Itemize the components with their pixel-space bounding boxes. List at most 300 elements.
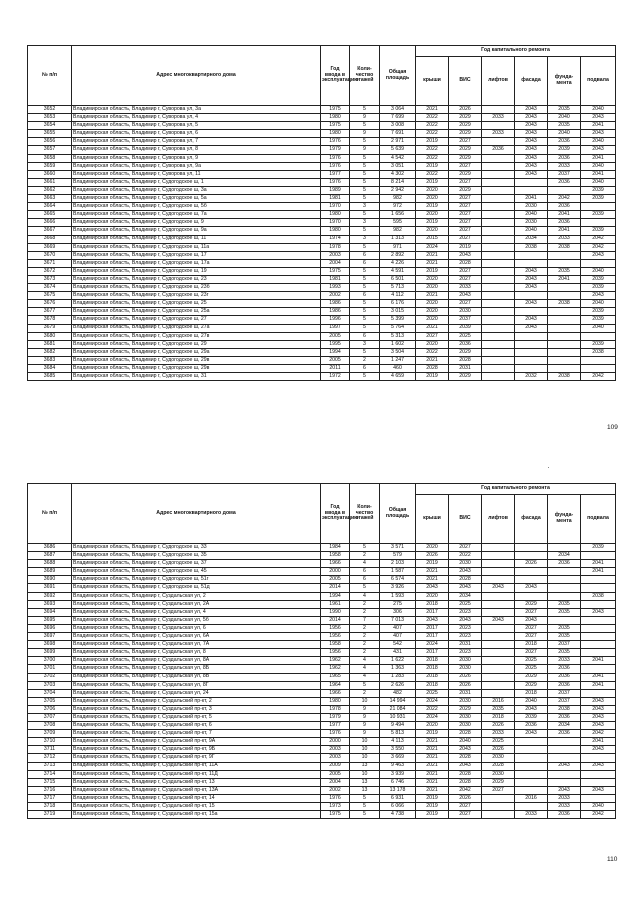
cell-year: 1980 xyxy=(321,211,350,219)
cell-number: 3700 xyxy=(28,657,72,665)
cell-lift xyxy=(482,251,515,259)
cell-facade: 2043 xyxy=(515,300,548,308)
cell-roof: 2022 xyxy=(416,170,449,178)
cell-year: 1994 xyxy=(321,592,350,600)
cell-area: 5 764 xyxy=(380,324,416,332)
cell-lift: 2026 xyxy=(482,746,515,754)
cell-roof: 2024 xyxy=(416,697,449,705)
cell-floors: 9 xyxy=(350,730,380,738)
cell-area: 3 669 xyxy=(380,754,416,762)
cell-address: Владимирская область, Владимир г, Суздальская ул, 8Г xyxy=(72,681,321,689)
cell-basement: 2040 xyxy=(581,162,616,170)
table-row xyxy=(28,130,616,138)
cell-foundation xyxy=(548,616,581,624)
cell-number: 3673 xyxy=(28,275,72,283)
cell-address: Владимирская область, Владимир г, Суздальская ул, 6 xyxy=(72,624,321,632)
cell-roof: 2018 xyxy=(416,681,449,689)
cell-foundation xyxy=(548,778,581,786)
cell-lift xyxy=(482,673,515,681)
cell-roof: 2019 xyxy=(416,219,449,227)
cell-lift: 2028 xyxy=(482,762,515,770)
cell-address: Владимирская область, Владимир г, Суздальская ул, 7А xyxy=(72,641,321,649)
cell-year: 1973 xyxy=(321,803,350,811)
cell-roof: 2019 xyxy=(416,203,449,211)
cell-year: 2005 xyxy=(321,576,350,584)
cell-basement xyxy=(581,332,616,340)
cell-year: 1996 xyxy=(321,316,350,324)
cell-address: Владимирская область, Владимир г, Суздальская ул, 2 xyxy=(72,592,321,600)
cell-vis: 2028 xyxy=(449,259,482,267)
cell-address: Владимирская область, Владимир г, Судогодское ш, 51г xyxy=(72,576,321,584)
cell-area: 3 008 xyxy=(380,122,416,130)
cell-foundation: 2040 xyxy=(548,114,581,122)
cell-lift xyxy=(482,373,515,381)
table-row xyxy=(28,186,616,194)
cell-roof: 2021 xyxy=(416,106,449,114)
cell-year: 2009 xyxy=(321,762,350,770)
cell-lift xyxy=(482,300,515,308)
cell-facade xyxy=(515,762,548,770)
cell-basement xyxy=(581,778,616,786)
table-row xyxy=(28,576,616,584)
table-body xyxy=(28,544,616,819)
cell-floors: 5 xyxy=(350,243,380,251)
cell-facade: 2043 xyxy=(515,730,548,738)
cell-area: 3 939 xyxy=(380,770,416,778)
cell-facade: 2025 xyxy=(515,665,548,673)
document-page xyxy=(0,0,640,452)
cell-floors: 5 xyxy=(350,267,380,275)
table-row xyxy=(28,649,616,657)
cell-foundation: 2036 xyxy=(548,203,581,211)
cell-area: 3 064 xyxy=(380,106,416,114)
cell-year: 1974 xyxy=(321,235,350,243)
cell-area: 3 926 xyxy=(380,584,416,592)
cell-year: 2000 xyxy=(321,568,350,576)
cell-vis: 2028 xyxy=(449,730,482,738)
table-row xyxy=(28,811,616,819)
cell-year: 2014 xyxy=(321,584,350,592)
cell-number: 3660 xyxy=(28,170,72,178)
cell-floors: 5 xyxy=(350,138,380,146)
cell-vis: 2030 xyxy=(449,665,482,673)
cell-year: 1979 xyxy=(321,713,350,721)
table-row xyxy=(28,138,616,146)
cell-basement: 2040 xyxy=(581,138,616,146)
cell-vis: 2026 xyxy=(449,681,482,689)
cell-roof: 2017 xyxy=(416,633,449,641)
cell-area: 3 571 xyxy=(380,544,416,552)
cell-vis: 2026 xyxy=(449,106,482,114)
cell-foundation xyxy=(548,544,581,552)
cell-number: 3692 xyxy=(28,592,72,600)
cell-facade xyxy=(515,754,548,762)
cell-lift: 2036 xyxy=(482,146,515,154)
cell-facade xyxy=(515,544,548,552)
cell-foundation: 2035 xyxy=(548,600,581,608)
table-row xyxy=(28,340,616,348)
cell-foundation: 2033 xyxy=(548,162,581,170)
cell-basement xyxy=(581,624,616,632)
cell-facade: 2043 xyxy=(515,584,548,592)
cell-number: 3688 xyxy=(28,560,72,568)
table-row xyxy=(28,592,616,600)
cell-area: 7 699 xyxy=(380,114,416,122)
cell-year: 2000 xyxy=(321,738,350,746)
cell-area: 6 066 xyxy=(380,803,416,811)
cell-lift xyxy=(482,348,515,356)
cell-facade xyxy=(515,552,548,560)
cell-lift xyxy=(482,170,515,178)
cell-basement xyxy=(581,649,616,657)
cell-foundation: 2036 xyxy=(548,681,581,689)
cell-address: Владимирская область, Владимир г, Суворова ул, 7 xyxy=(72,138,321,146)
cell-vis: 2043 xyxy=(449,251,482,259)
cell-address: Владимирская область, Владимир г, Суздальская ул, 5б xyxy=(72,616,321,624)
cell-basement: 2041 xyxy=(581,560,616,568)
cell-floors: 5 xyxy=(350,811,380,819)
cell-basement: 2040 xyxy=(581,106,616,114)
cell-address: Владимирская область, Владимир г, Суздальский пр-кт, 11А xyxy=(72,762,321,770)
cell-area: 542 xyxy=(380,641,416,649)
cell-floors: 5 xyxy=(350,584,380,592)
cell-floors: 10 xyxy=(350,746,380,754)
table-row xyxy=(28,348,616,356)
cell-facade xyxy=(515,576,548,584)
cell-roof: 2019 xyxy=(416,178,449,186)
cell-vis: 2027 xyxy=(449,811,482,819)
table-row xyxy=(28,552,616,560)
cell-vis: 2026 xyxy=(449,673,482,681)
cell-number: 3685 xyxy=(28,373,72,381)
cell-number: 3668 xyxy=(28,235,72,243)
cell-roof: 2022 xyxy=(416,705,449,713)
cell-floors: 5 xyxy=(350,122,380,130)
cell-area: 4 302 xyxy=(380,170,416,178)
cell-number: 3719 xyxy=(28,811,72,819)
cell-roof: 2020 xyxy=(416,211,449,219)
cell-facade xyxy=(515,786,548,794)
cell-area: 8 214 xyxy=(380,178,416,186)
table-row xyxy=(28,681,616,689)
cell-lift xyxy=(482,689,515,697)
cell-address: Владимирская область, Владимир г, Судогодское ш, 17 xyxy=(72,251,321,259)
cell-foundation xyxy=(548,308,581,316)
cell-facade: 2029 xyxy=(515,681,548,689)
cell-lift: 2035 xyxy=(482,705,515,713)
cell-year: 1979 xyxy=(321,146,350,154)
cell-vis: 2030 xyxy=(449,308,482,316)
cell-number: 3662 xyxy=(28,186,72,194)
table-row xyxy=(28,673,616,681)
cell-foundation: 2035 xyxy=(548,633,581,641)
cell-number: 3693 xyxy=(28,600,72,608)
cell-vis: 2043 xyxy=(449,292,482,300)
cell-facade xyxy=(515,259,548,267)
cell-foundation: 2035 xyxy=(548,608,581,616)
table-row xyxy=(28,170,616,178)
cell-number: 3684 xyxy=(28,365,72,373)
cell-vis: 2023 xyxy=(449,608,482,616)
cell-address: Владимирская область, Владимир г, Суворова ул, 11 xyxy=(72,170,321,178)
cell-area: 4 226 xyxy=(380,259,416,267)
cell-lift xyxy=(482,665,515,673)
table-body xyxy=(28,106,616,381)
cell-number: 3716 xyxy=(28,786,72,794)
cell-address: Владимирская область, Владимир г, Судогодское ш, 19 xyxy=(72,267,321,275)
cell-area: 4 738 xyxy=(380,811,416,819)
cell-facade xyxy=(515,568,548,576)
cell-address: Владимирская область, Владимир г, Суворова ул, 6 xyxy=(72,130,321,138)
cell-vis: 2029 xyxy=(449,170,482,178)
cell-area: 4 112 xyxy=(380,292,416,300)
cell-year: 1976 xyxy=(321,178,350,186)
table-row xyxy=(28,616,616,624)
cell-foundation: 2037 xyxy=(548,697,581,705)
table-row xyxy=(28,544,616,552)
cell-lift xyxy=(482,178,515,186)
cell-address: Владимирская область, Владимир г, Суздальская ул, 2А xyxy=(72,600,321,608)
cell-area: 982 xyxy=(380,227,416,235)
cell-facade: 2043 xyxy=(515,162,548,170)
cell-number: 3708 xyxy=(28,722,72,730)
cell-vis: 2029 xyxy=(449,154,482,162)
column-group-repair: Год капитального ремонта xyxy=(416,484,616,495)
cell-foundation xyxy=(548,356,581,364)
cell-area: 3 015 xyxy=(380,308,416,316)
column-header-lift: лифтов xyxy=(482,57,515,106)
cell-area: 3 550 xyxy=(380,746,416,754)
cell-basement: 2043 xyxy=(581,786,616,794)
cell-area: 982 xyxy=(380,195,416,203)
column-header-area: Общая площадь xyxy=(380,484,416,544)
cell-lift xyxy=(482,186,515,194)
cell-vis: 2023 xyxy=(449,649,482,657)
cell-number: 3657 xyxy=(28,146,72,154)
cell-area: 9 494 xyxy=(380,722,416,730)
cell-basement: 2038 xyxy=(581,592,616,600)
cell-address: Владимирская область, Владимир г, Судогодское ш, 33 xyxy=(72,544,321,552)
column-header-number: № п/п xyxy=(28,484,72,544)
cell-foundation xyxy=(548,324,581,332)
cell-roof: 2028 xyxy=(416,365,449,373)
cell-floors: 5 xyxy=(350,186,380,194)
cell-basement: 2042 xyxy=(581,730,616,738)
cell-basement: 2041 xyxy=(581,154,616,162)
cell-basement: 2041 xyxy=(581,738,616,746)
cell-foundation xyxy=(548,738,581,746)
cell-foundation: 2036 xyxy=(548,673,581,681)
cell-basement xyxy=(581,552,616,560)
cell-vis: 2029 xyxy=(449,122,482,130)
cell-lift xyxy=(482,803,515,811)
cell-floors: 9 xyxy=(350,713,380,721)
cell-area: 5 813 xyxy=(380,730,416,738)
cell-foundation xyxy=(548,754,581,762)
table-row xyxy=(28,633,616,641)
cell-lift: 2030 xyxy=(482,770,515,778)
cell-year: 1978 xyxy=(321,705,350,713)
cell-floors: 5 xyxy=(350,178,380,186)
cell-facade: 2018 xyxy=(515,689,548,697)
cell-address: Владимирская область, Владимир г, Суздальская ул, 6А xyxy=(72,633,321,641)
cell-floors: 6 xyxy=(350,365,380,373)
table-row xyxy=(28,284,616,292)
cell-roof: 2020 xyxy=(416,195,449,203)
cell-lift xyxy=(482,308,515,316)
cell-basement: 2043 xyxy=(581,251,616,259)
cell-vis: 2028 xyxy=(449,770,482,778)
column-header-number: № п/п xyxy=(28,46,72,106)
cell-year: 1977 xyxy=(321,170,350,178)
cell-lift xyxy=(482,568,515,576)
cell-floors: 9 xyxy=(350,130,380,138)
cell-foundation xyxy=(548,568,581,576)
table-row xyxy=(28,778,616,786)
cell-roof: 2024 xyxy=(416,713,449,721)
cell-facade: 2038 xyxy=(515,243,548,251)
cell-roof: 2022 xyxy=(416,130,449,138)
cell-foundation: 2036 xyxy=(548,665,581,673)
cell-basement xyxy=(581,665,616,673)
cell-roof: 2021 xyxy=(416,568,449,576)
cell-address: Владимирская область, Владимир г, Судогодское ш, 29а xyxy=(72,348,321,356)
table-row xyxy=(28,770,616,778)
table-row xyxy=(28,356,616,364)
cell-address: Владимирская область, Владимир г, Судогодское ш, 27 xyxy=(72,316,321,324)
cell-facade xyxy=(515,746,548,754)
cell-address: Владимирская область, Владимир г, Суздальская ул, 8В xyxy=(72,673,321,681)
cell-basement: 2039 xyxy=(581,284,616,292)
cell-foundation: 2042 xyxy=(548,195,581,203)
cell-lift xyxy=(482,316,515,324)
cell-roof: 2020 xyxy=(416,275,449,283)
cell-number: 3718 xyxy=(28,803,72,811)
cell-vis: 2043 xyxy=(449,584,482,592)
cell-facade: 2043 xyxy=(515,705,548,713)
cell-area: 972 xyxy=(380,203,416,211)
cell-roof: 2020 xyxy=(416,227,449,235)
cell-vis: 2033 xyxy=(449,284,482,292)
cell-lift xyxy=(482,122,515,130)
cell-year: 1976 xyxy=(321,154,350,162)
cell-area: 14 994 xyxy=(380,697,416,705)
cell-number: 3696 xyxy=(28,624,72,632)
cell-vis: 2030 xyxy=(449,560,482,568)
cell-lift xyxy=(482,600,515,608)
cell-facade: 2043 xyxy=(515,616,548,624)
cell-basement xyxy=(581,689,616,697)
page-number: 109 xyxy=(607,424,618,431)
cell-foundation: 2036 xyxy=(548,138,581,146)
cell-basement: 2043 xyxy=(581,608,616,616)
cell-year: 1962 xyxy=(321,657,350,665)
cell-lift xyxy=(482,195,515,203)
cell-area: 5 313 xyxy=(380,332,416,340)
cell-vis: 2039 xyxy=(449,324,482,332)
cell-basement: 2039 xyxy=(581,195,616,203)
table-row xyxy=(28,106,616,114)
cell-foundation xyxy=(548,576,581,584)
cell-lift: 2027 xyxy=(482,786,515,794)
cell-roof: 2019 xyxy=(416,811,449,819)
cell-address: Владимирская область, Владимир г, Судогодское ш, 25а xyxy=(72,308,321,316)
cell-roof: 2021 xyxy=(416,251,449,259)
cell-roof: 2021 xyxy=(416,356,449,364)
cell-address: Владимирская область, Владимир г, Судогодское ш, 25 xyxy=(72,300,321,308)
cell-address: Владимирская область, Владимир г, Судогодское ш, 37 xyxy=(72,560,321,568)
cell-foundation xyxy=(548,284,581,292)
cell-number: 3690 xyxy=(28,576,72,584)
cell-facade: 2032 xyxy=(515,373,548,381)
cell-floors: 5 xyxy=(350,316,380,324)
cell-floors: 6 xyxy=(350,259,380,267)
cell-year: 1956 xyxy=(321,633,350,641)
table-row xyxy=(28,786,616,794)
cell-year: 1989 xyxy=(321,186,350,194)
cell-basement xyxy=(581,365,616,373)
cell-number: 3681 xyxy=(28,340,72,348)
cell-foundation xyxy=(548,770,581,778)
cell-facade xyxy=(515,251,548,259)
cell-number: 3661 xyxy=(28,178,72,186)
cell-lift xyxy=(482,811,515,819)
cell-number: 3655 xyxy=(28,130,72,138)
cell-address: Владимирская область, Владимир г, Суздальский пр-кт, 6 xyxy=(72,722,321,730)
cell-lift: 2016 xyxy=(482,697,515,705)
cell-number: 3680 xyxy=(28,332,72,340)
cell-floors: 7 xyxy=(350,616,380,624)
cell-year: 1977 xyxy=(321,722,350,730)
cell-number: 3686 xyxy=(28,544,72,552)
cell-foundation: 2039 xyxy=(548,146,581,154)
cell-number: 3675 xyxy=(28,292,72,300)
table-row xyxy=(28,154,616,162)
cell-area: 5 399 xyxy=(380,316,416,324)
cell-number: 3712 xyxy=(28,754,72,762)
cell-lift xyxy=(482,284,515,292)
cell-vis: 2030 xyxy=(449,697,482,705)
column-header-facade: фасада xyxy=(515,495,548,544)
table-row xyxy=(28,600,616,608)
cell-year: 1997 xyxy=(321,324,350,332)
table-row xyxy=(28,657,616,665)
cell-basement: 2039 xyxy=(581,211,616,219)
cell-lift: 2026 xyxy=(482,722,515,730)
cell-lift xyxy=(482,641,515,649)
cell-basement xyxy=(581,576,616,584)
cell-area: 1 363 xyxy=(380,665,416,673)
cell-floors: 2 xyxy=(350,624,380,632)
cell-lift xyxy=(482,681,515,689)
table-row xyxy=(28,211,616,219)
cell-floors: 10 xyxy=(350,738,380,746)
cell-foundation xyxy=(548,584,581,592)
cell-number: 3677 xyxy=(28,308,72,316)
cell-year: 1976 xyxy=(321,138,350,146)
cell-basement: 2043 xyxy=(581,722,616,730)
cell-floors: 10 xyxy=(350,770,380,778)
cell-lift xyxy=(482,794,515,802)
cell-number: 3653 xyxy=(28,114,72,122)
cell-facade xyxy=(515,186,548,194)
cell-facade: 2043 xyxy=(515,275,548,283)
cell-address: Владимирская область, Владимир г, Суворова ул, 4 xyxy=(72,114,321,122)
cell-facade: 2027 xyxy=(515,633,548,641)
cell-foundation: 2036 xyxy=(548,811,581,819)
table-row xyxy=(28,584,616,592)
cell-vis: 2027 xyxy=(449,178,482,186)
